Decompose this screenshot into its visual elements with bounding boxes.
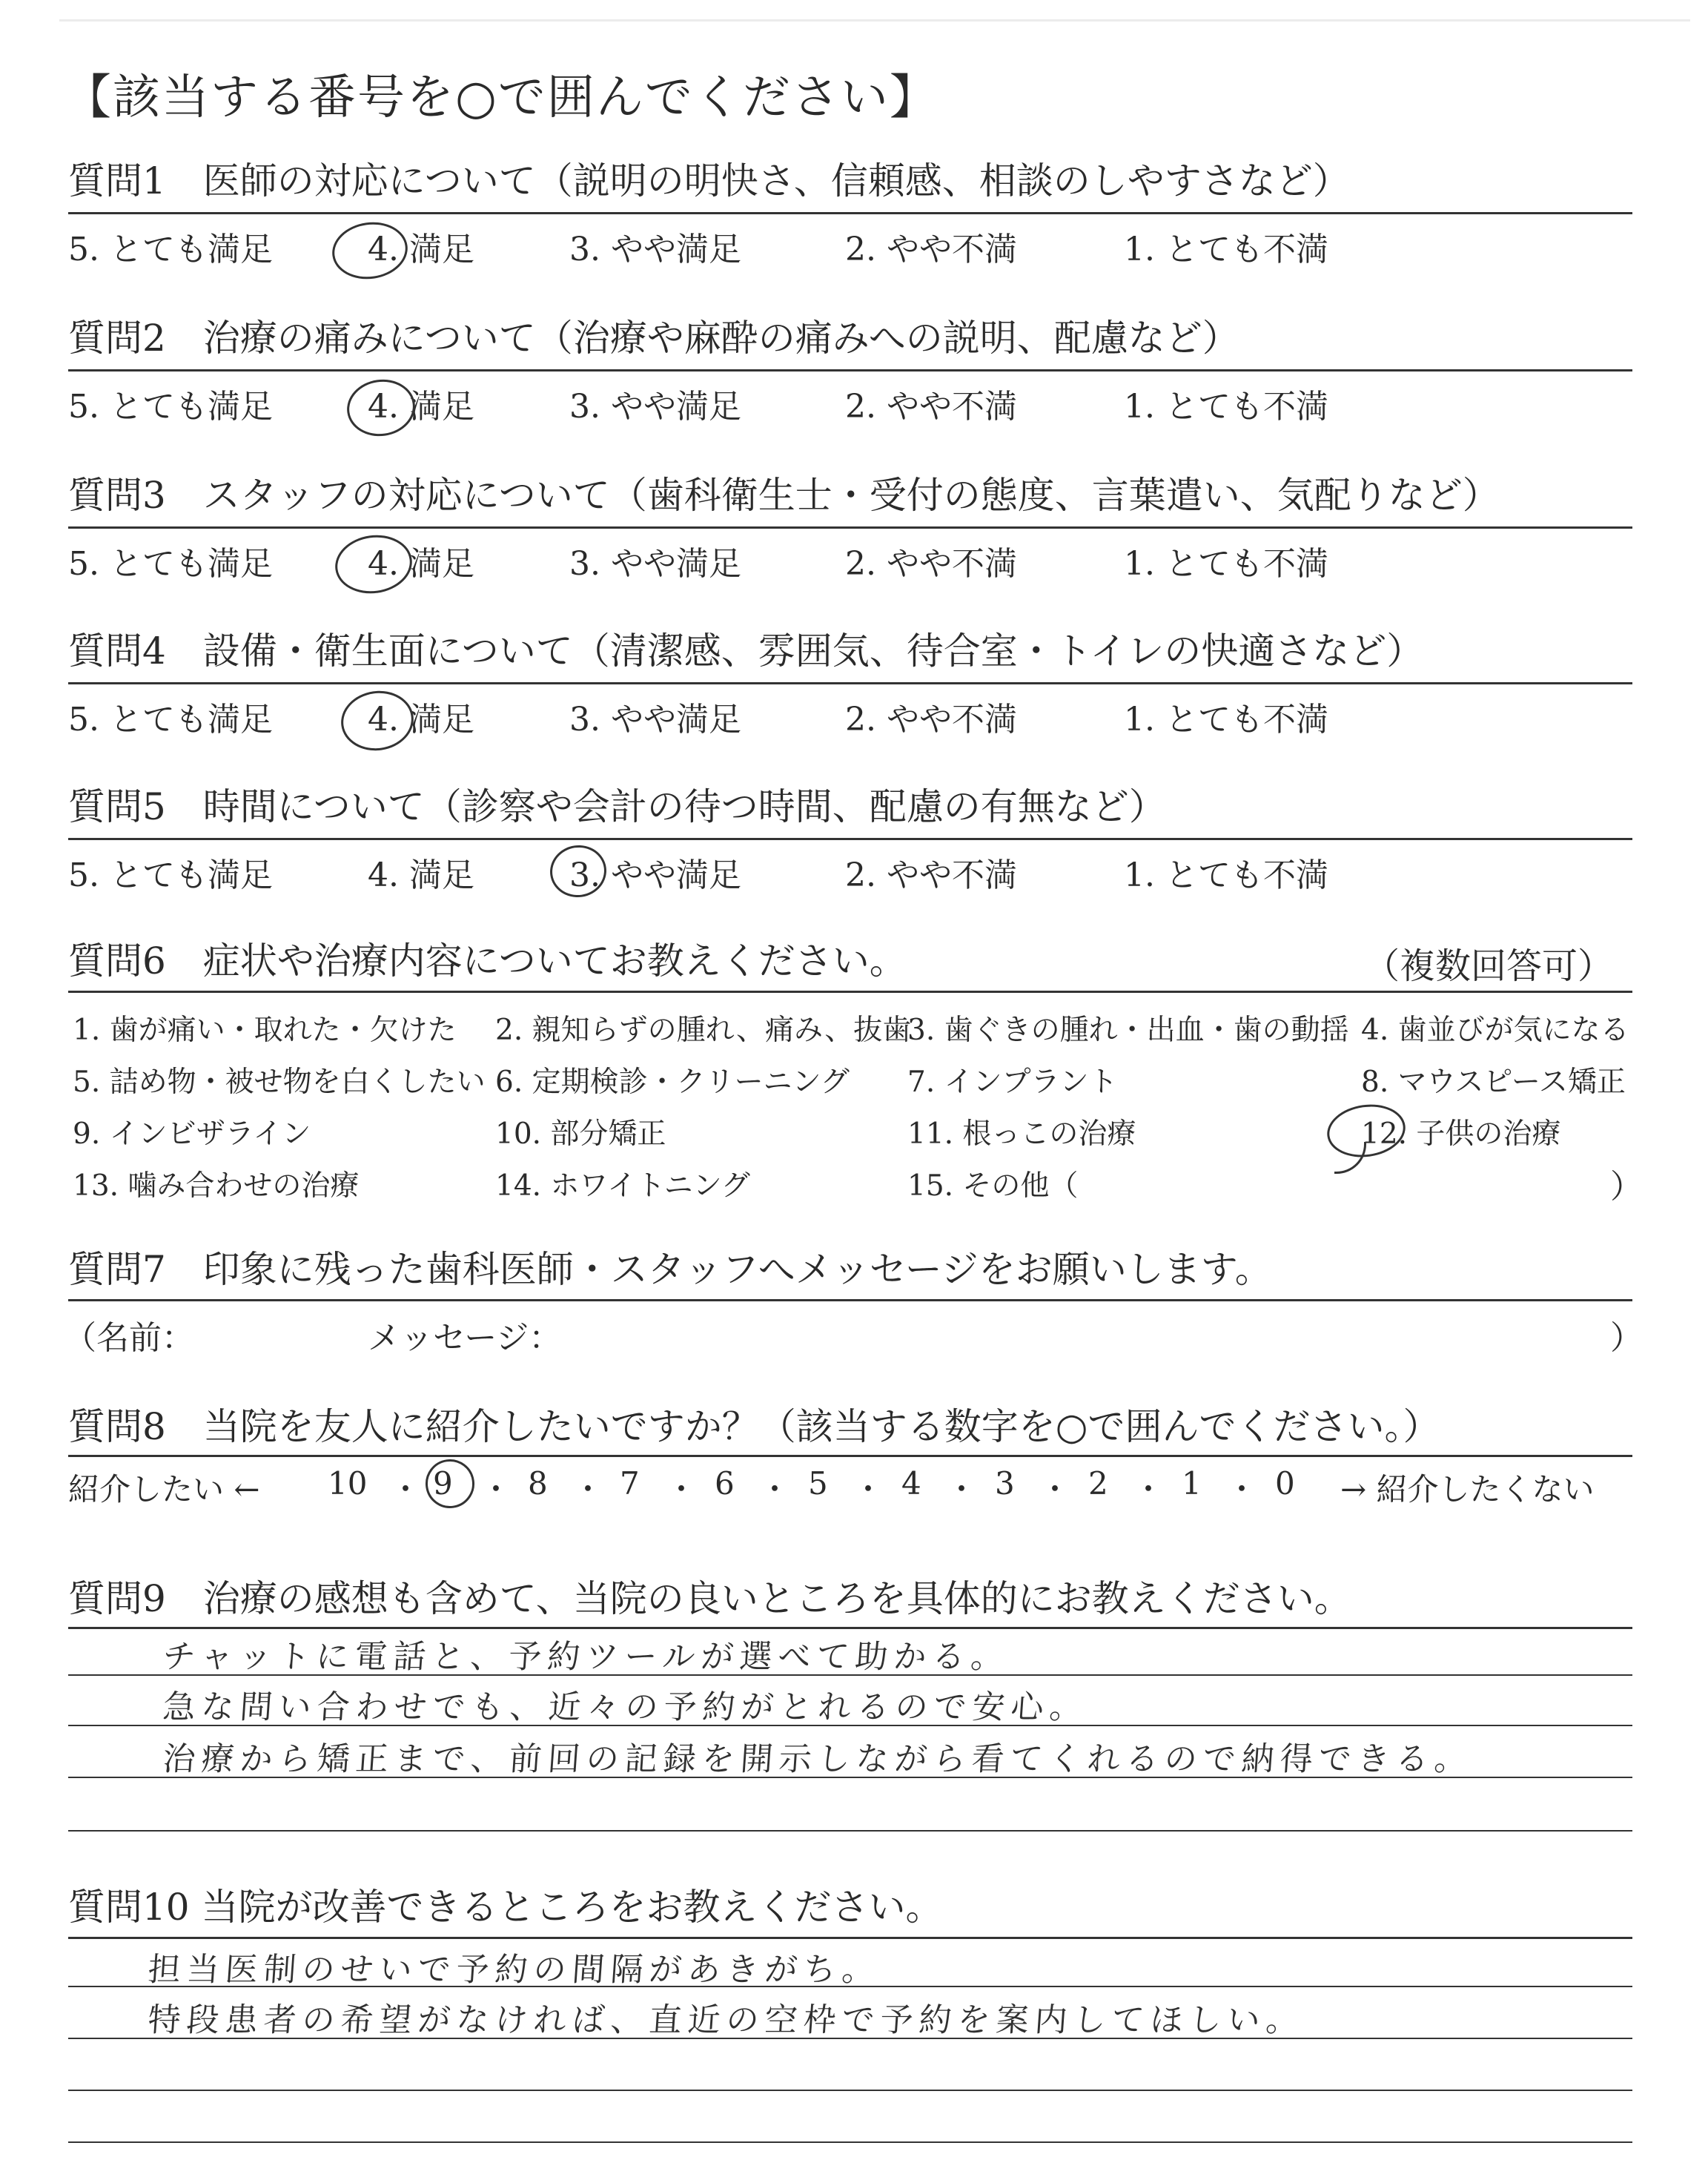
question-1-title: 質問1 医師の対応について（説明の明快さ、信頼感、相談のしやすさなど） [68, 159, 1350, 202]
question-4-options [68, 693, 1632, 737]
q9-answer-3[interactable]: 治療から矯正まで、前回の記録を開示しながら看てくれるので納得できる。 [161, 1740, 1474, 1778]
question-9-rule [68, 1627, 1632, 1629]
q8-separator: ・ [853, 1471, 884, 1507]
q7-name-label: （名前： [64, 1319, 194, 1357]
q9-answer-2[interactable]: 急な問い合わせでも、近々の予約がとれるので安心。 [161, 1688, 1090, 1726]
q8-separator: ・ [1226, 1471, 1258, 1507]
question-1-options [68, 222, 1632, 267]
q10-answer-1[interactable]: 担当医制のせいで予約の間隔があきがち。 [146, 1951, 882, 1989]
q8-number-5[interactable]: 5 [808, 1465, 828, 1502]
q1-option-4[interactable]: 4. 満足 [368, 231, 474, 268]
q8-number-10[interactable]: 10 [328, 1465, 368, 1502]
q4-option-4[interactable]: 4. 満足 [368, 701, 474, 739]
q6-other-close-paren: ） [1610, 1168, 1643, 1206]
q8-separator: ・ [1039, 1471, 1071, 1507]
question-5-options [68, 848, 1632, 893]
question-3-title: 質問3 スタッフの対応について（歯科衛生士・受付の態度、言葉遣い、気配りなど） [68, 474, 1500, 517]
q6-option-14[interactable]: 14. ホワイトニング [495, 1169, 750, 1203]
q8-number-1[interactable]: 1 [1182, 1465, 1202, 1502]
question-8 [68, 1403, 1440, 1450]
q8-separator: ・ [946, 1471, 978, 1507]
q4-option-2[interactable]: 2. やや不満 [845, 701, 1017, 739]
q6-option-15[interactable]: 15. その他（ [907, 1169, 1079, 1203]
q1-option-5[interactable]: 5. とても満足 [68, 231, 273, 268]
q5-option-5[interactable]: 5. とても満足 [68, 856, 273, 894]
question-6 [68, 937, 907, 985]
q8-separator: ・ [572, 1471, 604, 1507]
q8-number-4[interactable]: 4 [901, 1465, 921, 1502]
q8-number-2[interactable]: 2 [1088, 1465, 1108, 1502]
q2-option-4[interactable]: 4. 満足 [368, 388, 474, 426]
q6-option-9[interactable]: 9. インビザライン [73, 1117, 311, 1151]
q8-number-3[interactable]: 3 [995, 1465, 1015, 1502]
question-6-title: 質問6 症状や治療内容についてお教えください。 [68, 939, 907, 982]
q6-option-2[interactable]: 2. 親知らずの腫れ、痛み、抜歯 [495, 1014, 912, 1047]
q5-option-4[interactable]: 4. 満足 [368, 856, 474, 894]
q6-option-8[interactable]: 8. マウスピース矯正 [1361, 1066, 1626, 1099]
q6-option-11[interactable]: 11. 根っこの治療 [907, 1117, 1136, 1151]
q2-option-5[interactable]: 5. とても満足 [68, 388, 273, 426]
q3-option-2[interactable]: 2. やや不満 [845, 545, 1017, 583]
q5-option-2[interactable]: 2. やや不満 [845, 856, 1017, 894]
q10-answer-2[interactable]: 特段患者の希望がなければ、直近の空枠で予約を案内してほしい。 [146, 2001, 1306, 2039]
question-3 [68, 472, 1500, 519]
q6-option-4[interactable]: 4. 歯並びが気になる [1361, 1014, 1629, 1047]
q6-option-10[interactable]: 10. 部分矯正 [495, 1117, 666, 1151]
q3-option-3[interactable]: 3. やや満足 [569, 545, 741, 583]
question-2 [68, 314, 1239, 362]
question-1-rule [68, 212, 1632, 214]
q2-option-2[interactable]: 2. やや不満 [845, 388, 1017, 426]
q5-option-3[interactable]: 3. やや満足 [569, 856, 741, 894]
question-2-title: 質問2 治療の痛みについて（治療や麻酔の痛みへの説明、配慮など） [68, 317, 1239, 360]
question-7 [68, 1246, 1272, 1293]
q7-close-paren: ） [1610, 1319, 1643, 1357]
q5-option-1[interactable]: 1. とても不満 [1124, 856, 1328, 894]
question-4-rule [68, 682, 1632, 684]
question-10 [68, 1883, 943, 1931]
q2-option-1[interactable]: 1. とても不満 [1124, 388, 1328, 426]
question-8-rule [68, 1455, 1632, 1457]
q6-option-3[interactable]: 3. 歯ぐきの腫れ・出血・歯の動揺 [907, 1014, 1349, 1047]
q8-separator: ・ [480, 1471, 512, 1507]
q8-scale [68, 1465, 1632, 1510]
q8-left-label: 紹介したい ← [68, 1471, 260, 1507]
question-4-title: 質問4 設備・衛生面について（清潔感、雰囲気、待合室・トイレの快適さなど） [68, 630, 1424, 673]
q8-separator: ・ [390, 1471, 422, 1507]
question-6-rule [68, 991, 1632, 993]
instruction-heading: 【該当する番号を○で囲んでください】 [64, 70, 939, 125]
question-10-rule [68, 1937, 1632, 1939]
q8-separator: ・ [1133, 1471, 1165, 1507]
q8-number-9[interactable]: 9 [433, 1465, 453, 1502]
q6-option-7[interactable]: 7. インプラント [907, 1066, 1118, 1099]
q8-number-6[interactable]: 6 [715, 1465, 735, 1502]
q8-number-0[interactable]: 0 [1275, 1465, 1295, 1502]
q4-option-3[interactable]: 3. やや満足 [569, 701, 741, 739]
q7-message-label: メッセージ： [368, 1319, 562, 1357]
question-2-options [68, 380, 1632, 424]
question-5 [68, 783, 1166, 830]
question-9-title: 質問9 治療の感想も含めて、当院の良いところを具体的にお教えください。 [68, 1577, 1351, 1620]
question-3-rule [68, 526, 1632, 529]
q6-option-12[interactable]: 12. 子供の治療 [1361, 1117, 1561, 1151]
q4-option-5[interactable]: 5. とても満足 [68, 701, 273, 739]
q3-option-5[interactable]: 5. とても満足 [68, 545, 273, 583]
q9-answer-line [68, 1830, 1632, 1832]
q3-option-1[interactable]: 1. とても不満 [1124, 545, 1328, 583]
q8-separator: ・ [666, 1471, 698, 1507]
question-7-title: 質問7 印象に残った歯科医師・スタッフへメッセージをお願いします。 [68, 1248, 1272, 1291]
question-8-title: 質問8 当院を友人に紹介したいですか？（該当する数字を○で囲んでください。） [68, 1405, 1440, 1448]
q10-answer-line [68, 2141, 1632, 2143]
q6-option-1[interactable]: 1. 歯が痛い・取れた・欠けた [73, 1014, 457, 1047]
question-3-options [68, 537, 1632, 581]
q1-option-1[interactable]: 1. とても不満 [1124, 231, 1328, 268]
q10-answer-line [68, 2090, 1632, 2091]
q9-answer-1[interactable]: チャットに電話と、予約ツールが選べて助かる。 [161, 1638, 1011, 1676]
question-5-title: 質問5 時間について（診察や会計の待つ時間、配慮の有無など） [68, 785, 1166, 828]
q3-option-4[interactable]: 4. 満足 [368, 545, 474, 583]
question-4 [68, 627, 1423, 675]
q6-answer-circle-tail [1334, 1142, 1366, 1174]
q2-option-3[interactable]: 3. やや満足 [569, 388, 741, 426]
question-6-note: （複数回答可） [1364, 945, 1614, 987]
question-2-rule [68, 369, 1632, 371]
question-7-rule [68, 1299, 1632, 1301]
q8-separator: ・ [759, 1471, 791, 1507]
q1-option-3[interactable]: 3. やや満足 [569, 231, 741, 268]
q6-option-5[interactable]: 5. 詰め物・被せ物を白くしたい [73, 1066, 486, 1099]
q8-right-label: → 紹介したくない [1340, 1471, 1595, 1507]
q8-number-8[interactable]: 8 [528, 1465, 548, 1502]
q8-number-7[interactable]: 7 [620, 1465, 640, 1502]
question-9 [68, 1575, 1351, 1622]
question-1 [68, 157, 1350, 205]
question-5-rule [68, 838, 1632, 840]
q4-option-1[interactable]: 1. とても不満 [1124, 701, 1328, 739]
top-border [59, 19, 1690, 22]
q1-option-2[interactable]: 2. やや不満 [845, 231, 1017, 268]
question-10-title: 質問10 当院が改善できるところをお教えください。 [68, 1886, 943, 1929]
q6-option-13[interactable]: 13. 噛み合わせの治療 [73, 1169, 360, 1203]
q6-option-6[interactable]: 6. 定期検診・クリーニング [495, 1066, 850, 1099]
